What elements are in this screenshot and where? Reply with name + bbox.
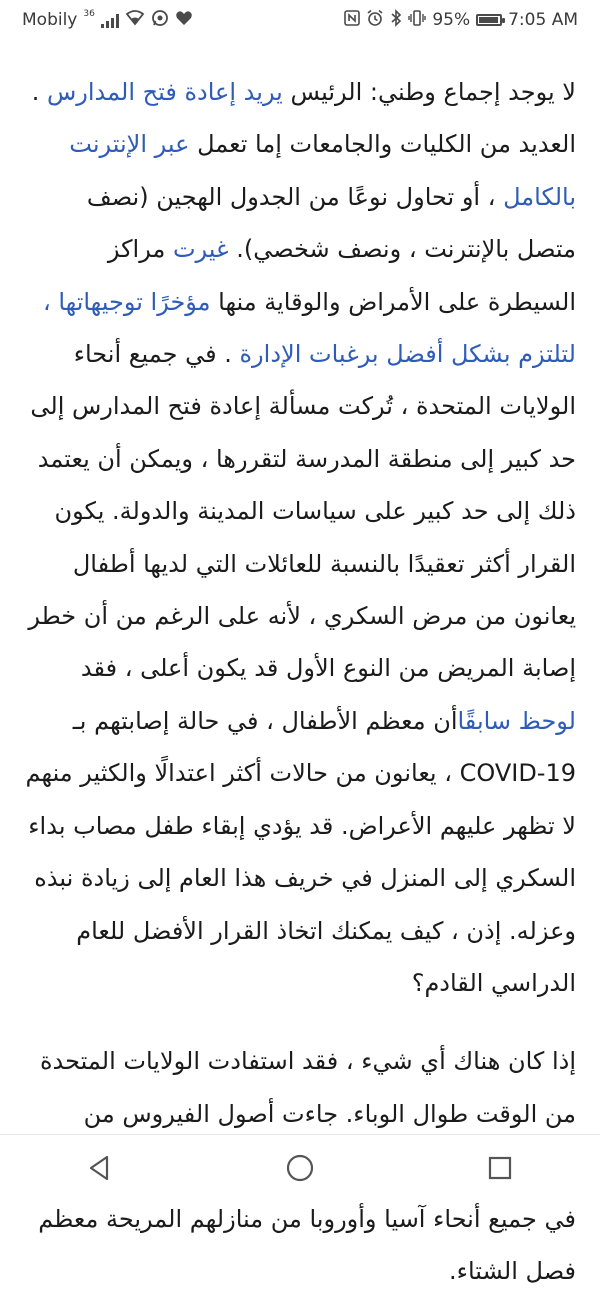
article-text: ، أو تحاول نوعًا من الجدول الهجين (نصف متصل بالإنترنت ، ونصف شخصي). bbox=[86, 182, 576, 264]
article-paragraph-1 bbox=[24, 66, 576, 1009]
back-icon bbox=[85, 1153, 115, 1183]
carrier-name: Mobily bbox=[22, 10, 78, 30]
recents-button[interactable] bbox=[470, 1143, 530, 1193]
home-icon bbox=[284, 1152, 316, 1184]
status-bar-left bbox=[22, 9, 193, 32]
article-text: . في جميع أنحاء الولايات المتحدة ، تُركت مسألة إعادة فتح المدارس إلى حد كبير إلى منطقة المدرسة لتقررها ، ويمكن أن يعتمد ذلك إلى حد كبير على سياسات المدينة والدولة. يكون القرار أكثر تعقيدًا بالنسبة للعائلات التي لديها أطفال يعانون من مرض السكري ، لأنه على الرغم من أن خطر إصابة المريض من النوع الأول قد يكون أعلى ، فقد bbox=[28, 340, 576, 683]
article-link[interactable]: مؤخرًا توجيهاتها ، لتلتزم بشكل أفضل برغبات الإدارة bbox=[42, 287, 576, 369]
battery-percent: 95% bbox=[432, 10, 471, 30]
home-button[interactable] bbox=[270, 1143, 330, 1193]
bluetooth-icon bbox=[390, 9, 402, 32]
article-text: لا يوجد إجماع وطني: الرئيس bbox=[282, 78, 576, 106]
vibrate-icon bbox=[408, 10, 426, 31]
article-link[interactable]: عبر الإنترنت بالكامل bbox=[69, 130, 576, 211]
heart-icon bbox=[175, 10, 193, 31]
signal-icon bbox=[101, 13, 119, 28]
nfc-icon bbox=[344, 10, 360, 31]
navigation-bar bbox=[0, 1134, 600, 1201]
article-paragraph-2: إذا كان هناك أي شيء ، فقد استفادت الولايات المتحدة من الوقت طوال الوباء. جاءت أصول الفيروس من في جميع أنحاء آسيا وأوروبا من منازلهم المريحة معظم فصل الشتاء. bbox=[38, 1047, 576, 1285]
wifi-icon bbox=[125, 10, 145, 31]
article-link[interactable]: غيرت bbox=[172, 235, 229, 264]
network-generation: 36 bbox=[83, 9, 95, 19]
article-link[interactable]: لوحظ سابقًا bbox=[457, 706, 576, 735]
battery-fill bbox=[479, 17, 498, 23]
article-text: أن معظم الأطفال ، في حالة إصابتهم بـ COVID-19 ، يعانون من حالات أكثر اعتدالًا والكثير منهم لا تظهر عليهم الأعراض. قد يؤدي إبقاء طفل مصاب بداء السكري إلى المنزل في خريف هذا العام إلى زيادة نبذه وعزله. إذن ، كيف يمكنك اتخاذ القرار الأفضل للعام الدراسي القادم؟ bbox=[25, 706, 576, 997]
alarm-icon bbox=[366, 9, 384, 32]
status-bar-right bbox=[344, 9, 578, 32]
article-body bbox=[24, 66, 576, 1297]
status-bar bbox=[0, 0, 600, 40]
back-button[interactable] bbox=[70, 1143, 130, 1193]
article-text: مراكز السيطرة على الأمراض والوقاية منها bbox=[107, 235, 576, 316]
recents-icon bbox=[486, 1154, 514, 1182]
whatsapp-icon bbox=[151, 9, 169, 32]
article-link[interactable]: يريد إعادة فتح المدارس bbox=[47, 78, 283, 106]
clock-time: 7:05 AM bbox=[508, 10, 578, 30]
battery-icon bbox=[476, 14, 502, 26]
article-text: . العديد من الكليات والجامعات إما تعمل bbox=[31, 78, 576, 159]
